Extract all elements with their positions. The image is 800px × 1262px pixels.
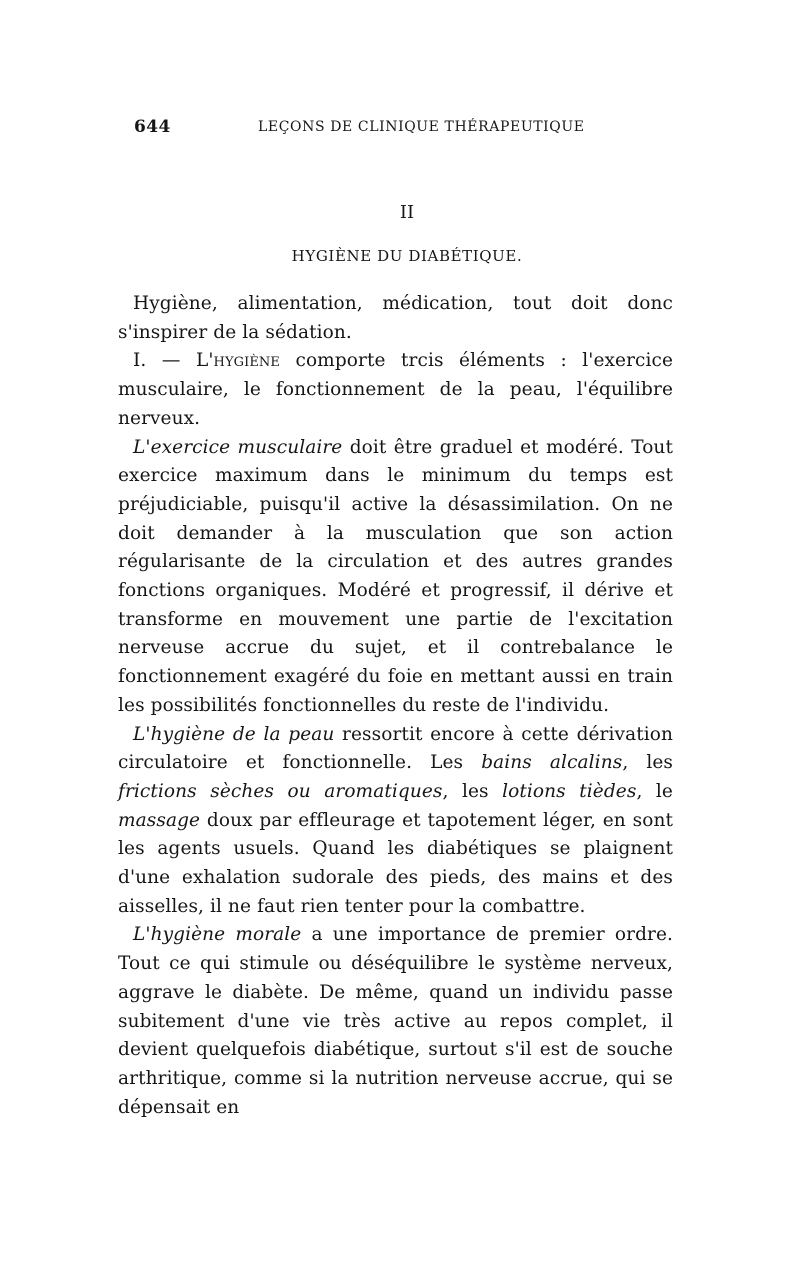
- paragraph-4-italic-4: lotions tièdes: [502, 780, 637, 802]
- paragraph-2-smallcaps: L'hygiène: [195, 350, 281, 372]
- body-text: [118, 290, 673, 1122]
- paragraph-4-text-1: ressortit encore à cette dérivation circulatoire et fonctionnelle. Les: [118, 723, 674, 774]
- paragraph-2-rest: comporte trcis éléments : l'exercice musculaire, le fonctionnement de la peau, l'équilibre nerveux.: [118, 350, 674, 429]
- paragraph-4-text-2: , les: [622, 752, 673, 774]
- paragraph-4-italic-1: L'hygiène de la peau: [133, 723, 335, 745]
- paragraph-2-lead: I. —: [133, 350, 196, 372]
- paragraph-5-italic: L'hygiène morale: [133, 924, 302, 946]
- paragraph-4: [118, 721, 673, 922]
- running-title: LEÇONS DE CLINIQUE THÉRAPEUTIQUE: [258, 119, 585, 135]
- section-number: II: [399, 202, 415, 223]
- paragraph-3-italic: L'exercice musculaire: [133, 436, 343, 458]
- paragraph-4-italic-2: bains alcalins: [481, 752, 623, 774]
- paragraph-4-text-3: , les: [442, 780, 503, 802]
- paragraph-4-italic-3: frictions sèches ou aromatiques: [118, 780, 443, 802]
- paragraph-1-text: Hygiène, alimentation, médication, tout doit donc s'inspirer de la sédation.: [118, 293, 673, 343]
- section-title: HYGIÈNE DU DIABÉTIQUE.: [291, 247, 523, 265]
- paragraph-4-italic-5: massage: [118, 809, 201, 831]
- paragraph-3: [118, 434, 673, 721]
- paragraph-1: [118, 290, 673, 347]
- paragraph-2: [118, 347, 673, 433]
- paragraph-4-text-5: doux par effleurage et tapotement léger, en sont les agents usuels. Quand les diabétiques se plaignent d'une exhalation sudorale des pieds, des mains et des aisselles, il ne faut rien tenter pour la combattre.: [118, 809, 673, 917]
- paragraph-5: [118, 921, 673, 1122]
- paragraph-5-rest: a une importance de premier ordre. Tout ce qui stimule ou déséquilibre le système nerveux, aggrave le diabète. De même, quand un individu passe subitement d'une vie très active au repos complet, il devient quelquefois diabétique, surtout s'il est de souche arthritique, comme si la nutrition nerveuse accrue, qui se dépensait en: [118, 924, 673, 1118]
- page-number: 644: [134, 117, 171, 137]
- paragraph-3-rest: doit être graduel et modéré. Tout exercice maximum dans le minimum du temps est préjudiciable, puisqu'il active la désassimilation. On ne doit demander à la musculation que son action régularisante de la circulation et des autres grandes fonctions organiques. Modéré et progressif, il dérive et transforme en mouvement une partie de l'excitation nerveuse accrue du sujet, et il contrebalance le fonctionnement exagéré du foie en mettant aussi en train les possibilités fonctionnelles du reste de l'individu.: [118, 436, 673, 716]
- paragraph-4-text-4: , le: [636, 780, 673, 802]
